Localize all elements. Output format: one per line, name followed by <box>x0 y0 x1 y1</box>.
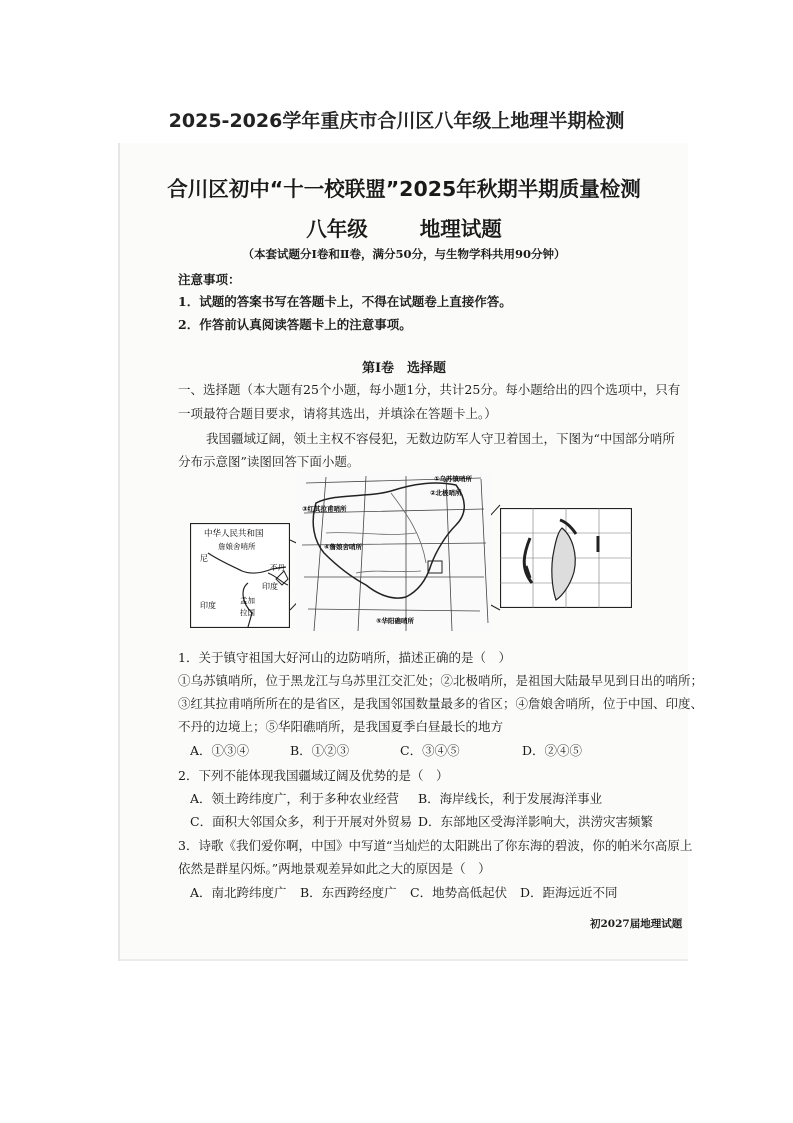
map-label-beiji: ②北极哨所 <box>430 489 462 497</box>
question-1-line-2: ①乌苏镇哨所，位于黑龙江与乌苏里江交汇处；②北极哨所，是祖国大陆最早见到日出的哨所； <box>178 673 704 688</box>
inset-label-india-1: 印度 <box>262 582 278 591</box>
inset-label-india-2: 印度 <box>200 601 216 610</box>
question-1-stem: 1．关于镇守祖国大好河山的边防哨所，描述正确的是（ ） <box>178 650 511 665</box>
taiwan-inset-map <box>500 508 632 608</box>
inset-label-bangla-1: 孟加 <box>240 596 255 605</box>
scan-edge-bottom <box>120 959 688 961</box>
exam-subtitle: （本套试题分Ⅰ卷和Ⅱ卷，满分50分，与生物学科共用90分钟） <box>242 247 566 261</box>
intro-line-2: 分布示意图”读图回答下面小题。 <box>178 454 360 469</box>
question-3-option-a: A．南北跨纬度广 <box>190 885 287 900</box>
question-1-option-b: B．①②③ <box>290 743 350 758</box>
section-instruction-2: 一项最符合题目要求，请将其选出，并填涂在答题卡上。） <box>178 406 497 421</box>
main-china-map <box>296 473 491 633</box>
exam-title: 合川区初中“十一校联盟”2025年秋期半期质量检测 <box>167 177 641 201</box>
question-3-stem: 3．诗歌《我们爱你啊，中国》中写道“当灿烂的太阳跳出了你东海的碧波，你的帕米尔高原上 <box>178 838 693 853</box>
exam-grade-subject <box>120 212 688 242</box>
note-item-1: 1．试题的答案书写在答题卡上，不得在试题卷上直接作答。 <box>178 294 512 309</box>
notes-heading: 注意事项： <box>178 272 241 287</box>
question-2-stem: 2．下列不能体现我国疆域辽阔及优势的是（ ） <box>178 768 449 783</box>
section-title: 第Ⅰ卷 选择题 <box>361 361 447 376</box>
section-instruction-1: 一、选择题（本大题有25个小题，每小题1分，共计25分。每小题给出的四个选项中，只有 <box>178 382 681 397</box>
page-footer: 初2027届地理试题 <box>590 918 683 930</box>
question-2-option-d: D．东部地区受海洋影响大，洪涝灾害频繁 <box>418 814 654 829</box>
inset-label-bangla-2: 拉国 <box>240 608 255 617</box>
question-1-line-3: ③红其拉甫哨所所在的是省区，是我国邻国数量最多的省区；④詹娘舍哨所，位于中国、印度、 <box>178 696 704 711</box>
exam-subject: 地理试题 <box>419 217 502 241</box>
intro-line-1: 我国疆域辽阔，领土主权不容侵犯，无数边防军人守卫着国土，下图为“中国部分哨所 <box>206 431 675 446</box>
document-title: 2025-2026学年重庆市合川区八年级上地理半期检测 <box>168 110 625 132</box>
question-3-option-c: C．地势高低起伏 <box>410 885 508 900</box>
inset-label-bhutan: 不丹 <box>270 563 285 572</box>
question-1-option-d: D．②④⑤ <box>522 743 583 758</box>
map-label-hongqilafu: ③红其拉甫哨所 <box>302 505 347 513</box>
note-item-2: 2．作答前认真阅读答题卡上的注意事项。 <box>178 317 412 332</box>
question-3-option-b: B．东西跨经度广 <box>300 885 397 900</box>
scan-edge-left <box>118 143 120 961</box>
question-3-option-d: D．距海远近不同 <box>520 885 618 900</box>
question-1-option-c: C．③④⑤ <box>400 743 460 758</box>
inset-label-prc: 中华人民共和国 <box>204 529 264 539</box>
map-label-zhanniangshe: ④詹娘舍哨所 <box>324 543 363 551</box>
inset-map <box>190 523 290 628</box>
inset-label-outpost: 詹娘舍哨所 <box>218 542 256 551</box>
inset-label-ni: 尼 <box>200 554 208 563</box>
question-1-option-a: A．①③④ <box>190 743 250 758</box>
exam-grade: 八年级 <box>306 217 368 241</box>
question-1-line-4: 不丹的边境上；⑤华阳礁哨所，是我国夏季白昼最长的地方 <box>178 719 504 734</box>
question-2-option-c: C．面积大邻国众多，利于开展对外贸易 <box>190 814 413 829</box>
question-2-option-a: A．领土跨纬度广，利于多种农业经营 <box>190 791 400 806</box>
question-3-line-2: 依然是群星闪烁。”两地景观差异如此之大的原因是（ ） <box>178 861 491 876</box>
question-2-option-b: B．海岸线长，利于发展海洋事业 <box>418 791 603 806</box>
map-label-wusu: ①乌苏镇哨所 <box>434 475 473 483</box>
map-label-huayang: ⑤华阳礁哨所 <box>376 617 415 625</box>
